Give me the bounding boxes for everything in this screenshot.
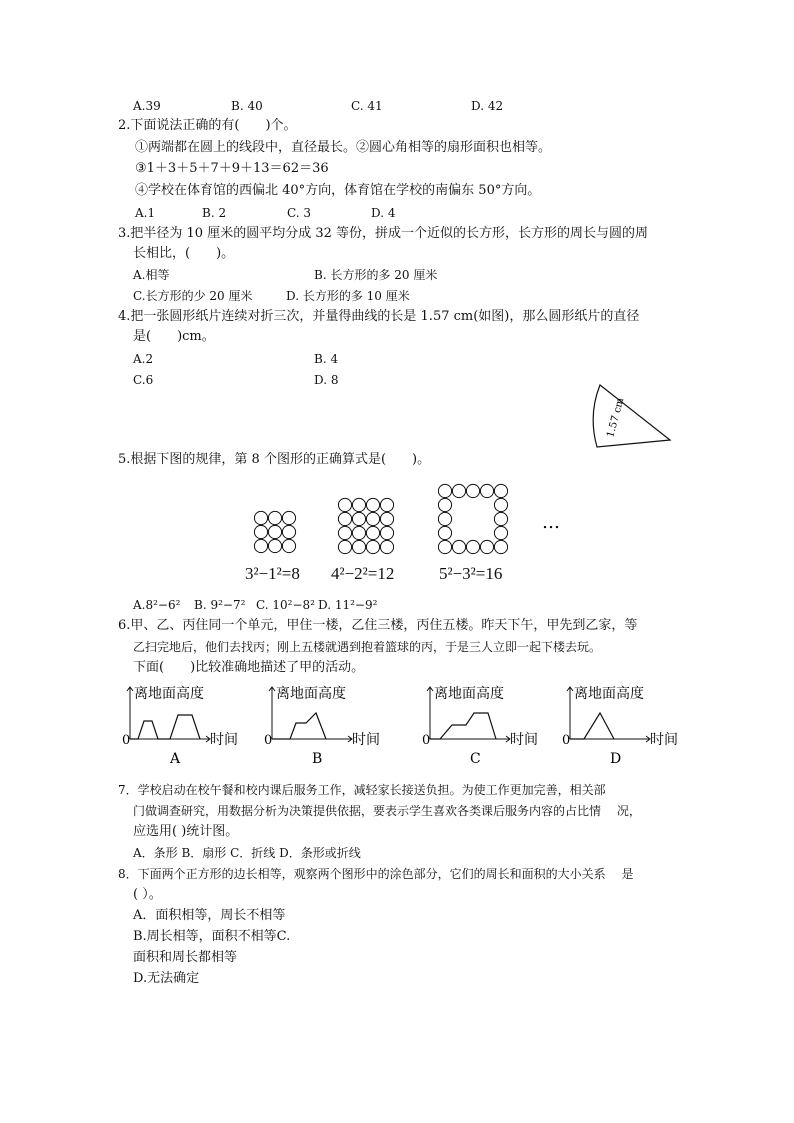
pattern-circle bbox=[352, 498, 365, 511]
pattern-circle bbox=[438, 540, 451, 553]
q8-stem-line1: 8．下面两个正方形的边长相等，观察两个图形中的涂色部分，它们的周长和面积的大小关系 是 bbox=[118, 867, 634, 881]
q4-option-c: C.6 bbox=[133, 373, 154, 387]
q5-stem: 5.根据下图的规律，第 8 个图形的正确算式是( )。 bbox=[118, 452, 431, 467]
pattern-circle bbox=[366, 540, 379, 553]
q1-option-d: D. 42 bbox=[471, 99, 504, 113]
pattern-circle bbox=[352, 526, 365, 539]
pattern-5x5 bbox=[438, 484, 507, 553]
graph-x-label: 时间 bbox=[210, 732, 238, 748]
pattern-circle bbox=[268, 539, 281, 552]
q6-stem-line1: 6.甲、乙、丙住同一个单元，甲住一楼，乙住三楼，丙住五楼。昨天下午，甲先到乙家，等 bbox=[118, 618, 638, 633]
pattern-circle bbox=[452, 540, 465, 553]
pattern-circle bbox=[282, 525, 295, 538]
graph-x-label: 时间 bbox=[650, 732, 678, 748]
graph-origin: 0 bbox=[264, 733, 273, 748]
pattern-caption-3: 5²−3²=16 bbox=[439, 564, 503, 583]
q2-option-b: B. 2 bbox=[202, 206, 227, 220]
q4-option-a: A.2 bbox=[133, 352, 154, 366]
pattern-circle bbox=[254, 511, 267, 524]
q1-option-b: B. 40 bbox=[231, 99, 263, 113]
q1-option-c: C. 41 bbox=[351, 99, 383, 113]
graph-origin: 0 bbox=[122, 733, 131, 748]
graph-x-label: 时间 bbox=[352, 732, 380, 748]
pattern-circle bbox=[282, 539, 295, 552]
pattern-circle bbox=[366, 526, 379, 539]
q7-stem-line2: 门做调查研究，用数据分析为决策提供依据，要表示学生喜欢各类课后服务内容的占比情 况， bbox=[133, 804, 641, 818]
graph-y-label: 离地面高度 bbox=[574, 686, 644, 702]
q4-stem-line2: 是( )cm。 bbox=[133, 329, 215, 344]
pattern-circle bbox=[380, 540, 393, 553]
pattern-circle bbox=[466, 540, 479, 553]
graph-option-letter: B bbox=[312, 751, 323, 767]
height-time-graph-b bbox=[262, 683, 392, 767]
pattern-circle bbox=[438, 484, 451, 497]
q4-option-d: D. 8 bbox=[314, 373, 339, 387]
height-time-graph-c bbox=[420, 683, 550, 767]
pattern-circle bbox=[254, 539, 267, 552]
graph-y-label: 离地面高度 bbox=[434, 686, 504, 702]
q3-option-d: D. 长方形的多 10 厘米 bbox=[286, 289, 410, 303]
pattern-circle bbox=[352, 540, 365, 553]
pattern-circle bbox=[494, 512, 507, 525]
pattern-circle bbox=[438, 512, 451, 525]
q2-option-a: A.1 bbox=[135, 206, 156, 220]
q2-stem: 2.下面说法正确的有( )个。 bbox=[118, 118, 297, 133]
pattern-circle bbox=[380, 512, 393, 525]
pattern-circle bbox=[438, 526, 451, 539]
pattern-circle bbox=[366, 512, 379, 525]
q8-option-a: A．面积相等，周长不相等 bbox=[133, 908, 286, 923]
q5-option-b: B. 9²−7² bbox=[194, 598, 246, 612]
pattern-circle bbox=[352, 512, 365, 525]
q4-option-b: B. 4 bbox=[314, 352, 339, 366]
pattern-circle bbox=[466, 484, 479, 497]
graph-option-letter: D bbox=[610, 751, 622, 767]
pattern-circle bbox=[494, 526, 507, 539]
pattern-circle bbox=[366, 498, 379, 511]
q8-option-d: D.无法确定 bbox=[133, 971, 200, 986]
pattern-circle bbox=[282, 511, 295, 524]
activity-line bbox=[130, 715, 200, 739]
activity-line bbox=[570, 713, 614, 739]
pattern-circle bbox=[268, 525, 281, 538]
q7-stem-line1: 7．学校启动在校午餐和校内课后服务工作，减轻家长接送负担。为使工作更加完善，相关部 bbox=[118, 783, 606, 797]
pattern-circle bbox=[480, 484, 493, 497]
graph-origin: 0 bbox=[422, 733, 431, 748]
q1-option-a: A.39 bbox=[133, 99, 161, 113]
pattern-circle bbox=[338, 512, 351, 525]
q8-option-b: B.周长相等，面积不相等C. bbox=[133, 929, 291, 944]
q2-statement-3: ③1＋3＋5＋7＋9＋13＝62＝36 bbox=[135, 161, 329, 176]
pattern-circle bbox=[494, 484, 507, 497]
q2-option-c: C. 3 bbox=[287, 206, 312, 220]
pattern-4x4 bbox=[338, 498, 393, 553]
q3-stem-line1: 3.把半径为 10 厘米的圆平均分成 32 等份，拼成一个近似的长方形，长方形的周长与圆的周 bbox=[118, 226, 649, 241]
q2-statement-1-2: ①两端都在圆上的线段中，直径最长。②圆心角相等的扇形面积也相等。 bbox=[135, 140, 552, 155]
q3-option-a: A.相等 bbox=[133, 268, 170, 282]
pattern-circle bbox=[438, 498, 451, 511]
q5-option-a: A.8²−6² bbox=[133, 598, 181, 612]
pattern-3x3 bbox=[254, 511, 295, 552]
pattern-circle bbox=[480, 540, 493, 553]
q2-statement-4: ④学校在体育馆的西偏北 40°方向，体育馆在学校的南偏东 50°方向。 bbox=[135, 183, 541, 198]
pattern-circle bbox=[338, 540, 351, 553]
q2-option-d: D. 4 bbox=[371, 206, 396, 220]
height-time-graph-a bbox=[120, 683, 250, 767]
q7-stem-line3: 应选用( )统计图。 bbox=[133, 824, 239, 839]
pattern-circle bbox=[494, 540, 507, 553]
graph-option-letter: C bbox=[470, 751, 481, 767]
pattern-circle bbox=[268, 511, 281, 524]
graph-x-label: 时间 bbox=[510, 732, 538, 748]
q5-option-c: C. 10²−8² bbox=[256, 598, 315, 612]
q6-stem-line2: 乙扫完地后，他们去找丙；刚上五楼就遇到抱着篮球的丙，于是三人立即一起下楼去玩。 bbox=[133, 640, 602, 654]
pattern-circle bbox=[338, 498, 351, 511]
q8-option-c: 面积和周长都相等 bbox=[133, 950, 238, 965]
q3-stem-line2: 长相比，( )。 bbox=[133, 246, 235, 261]
graph-y-label: 离地面高度 bbox=[134, 686, 204, 702]
sector-arc-label: 1.57 cm bbox=[605, 396, 627, 439]
pattern-caption-1: 3²−1²=8 bbox=[245, 564, 300, 583]
q7-options: A．条形 B．扇形 C．折线 D．条形或折线 bbox=[133, 846, 361, 860]
height-time-graph-d bbox=[560, 683, 690, 767]
q5-option-d: D. 11²−9² bbox=[318, 598, 378, 612]
pattern-caption-2: 4²−2²=12 bbox=[331, 564, 395, 583]
graph-origin: 0 bbox=[562, 733, 571, 748]
sector-shape bbox=[593, 385, 670, 447]
pattern-circle bbox=[494, 498, 507, 511]
graph-option-letter: A bbox=[170, 751, 181, 767]
pattern-circle bbox=[380, 526, 393, 539]
pattern-circle bbox=[380, 498, 393, 511]
q6-stem-line3: 下面( )比较准确地描述了甲的活动。 bbox=[133, 660, 365, 675]
q8-stem-line2: ( ）。 bbox=[133, 887, 162, 902]
q4-stem-line1: 4.把一张圆形纸片连续对折三次，并量得曲线的长是 1.57 cm(如图)，那么圆形纸片的直径 bbox=[118, 309, 640, 324]
graph-y-label: 离地面高度 bbox=[276, 686, 346, 702]
pattern-circle bbox=[338, 526, 351, 539]
folded-sector-figure bbox=[585, 385, 675, 455]
pattern-circle bbox=[452, 484, 465, 497]
activity-line bbox=[430, 713, 496, 739]
pattern-ellipsis: … bbox=[542, 512, 560, 533]
pattern-circle bbox=[254, 525, 267, 538]
q3-option-c: C.长方形的少 20 厘米 bbox=[133, 289, 253, 303]
q3-option-b: B. 长方形的多 20 厘米 bbox=[314, 268, 438, 282]
activity-line bbox=[272, 713, 326, 739]
